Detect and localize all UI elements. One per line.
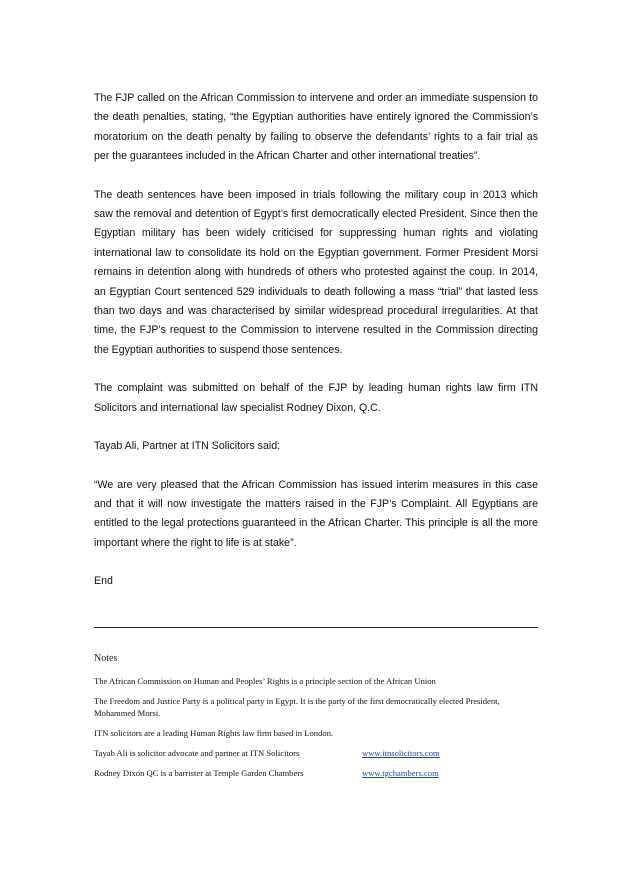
- note-african-commission: The African Commission on Human and Peoples’ Rights is a principle section of the African Union: [94, 676, 436, 686]
- paragraph-death-sentences: The death sentences have been imposed in trials following the military coup in 2013 which saw the removal and detention of Egypt’s first democratically elected President. Since then the Egyptian military has been widely criticised for suppressing human rights and violating international law to consolidate its hold on the Egyptian government. Former President Morsi remains in detention along with hundreds of others who protested against the coup. In 2014, an Egyptian Court sentenced 529 individuals to death following a mass “trial” that lasted less than two days and was characterised by similar widespread procedural irregularities. At that time, the FJP’s request to the Commission to intervene resulted in the Commission directing the Egyptian authorities to suspend those sentences.: [94, 188, 538, 356]
- contact-description: Tayab Ali is solicitor advocate and partner at ITN Solicitors: [94, 748, 300, 758]
- paragraph-end: End: [94, 575, 113, 588]
- notes-heading: Notes: [94, 653, 118, 664]
- paragraph-quote-intro: Tayab Ali, Partner at ITN Solicitors said:: [94, 440, 281, 453]
- paragraph-fjp-call: The FJP called on the African Commission to intervene and order an immediate suspension to the death penalties, stating, “the Egyptian authorities have entirely ignored the Commission’s moratorium on the death penalty by failing to observe the defendants’ rights to a fair trial as per the guarantees included in the African Charter and other international treaties”.: [94, 92, 538, 163]
- itn-solicitors-link[interactable]: www.itnsolicitors.com: [362, 748, 440, 758]
- notes-section: [94, 653, 538, 787]
- note-fjp: The Freedom and Justice Party is a political party in Egypt. It is the party of the first democratically elected President, Mohammed Morsi.: [94, 696, 500, 718]
- contact-description: Rodney Dixon QC is a barrister at Temple Garden Chambers: [94, 768, 304, 778]
- tg-chambers-link[interactable]: www.tgchambers.com: [362, 768, 439, 778]
- note-contact-rodney-dixon: [94, 767, 538, 779]
- paragraph-complaint: The complaint was submitted on behalf of the FJP by leading human rights law firm ITN Solicitors and international law specialist Rodney Dixon, Q.C.: [94, 382, 538, 414]
- note-contact-tayab-ali: [94, 747, 538, 759]
- note-itn: ITN solicitors are a leading Human Rights law firm based in London.: [94, 728, 334, 738]
- paragraph-quote: “We are very pleased that the African Commission has issued interim measures in this case and that it will now investigate the matters raised in the FJP’s Complaint. All Egyptians are entitled to the legal protections guaranteed in the African Charter. This principle is all the more important where the right to life is at stake”.: [94, 478, 538, 549]
- press-release-body: [94, 89, 538, 611]
- horizontal-divider: [94, 627, 538, 628]
